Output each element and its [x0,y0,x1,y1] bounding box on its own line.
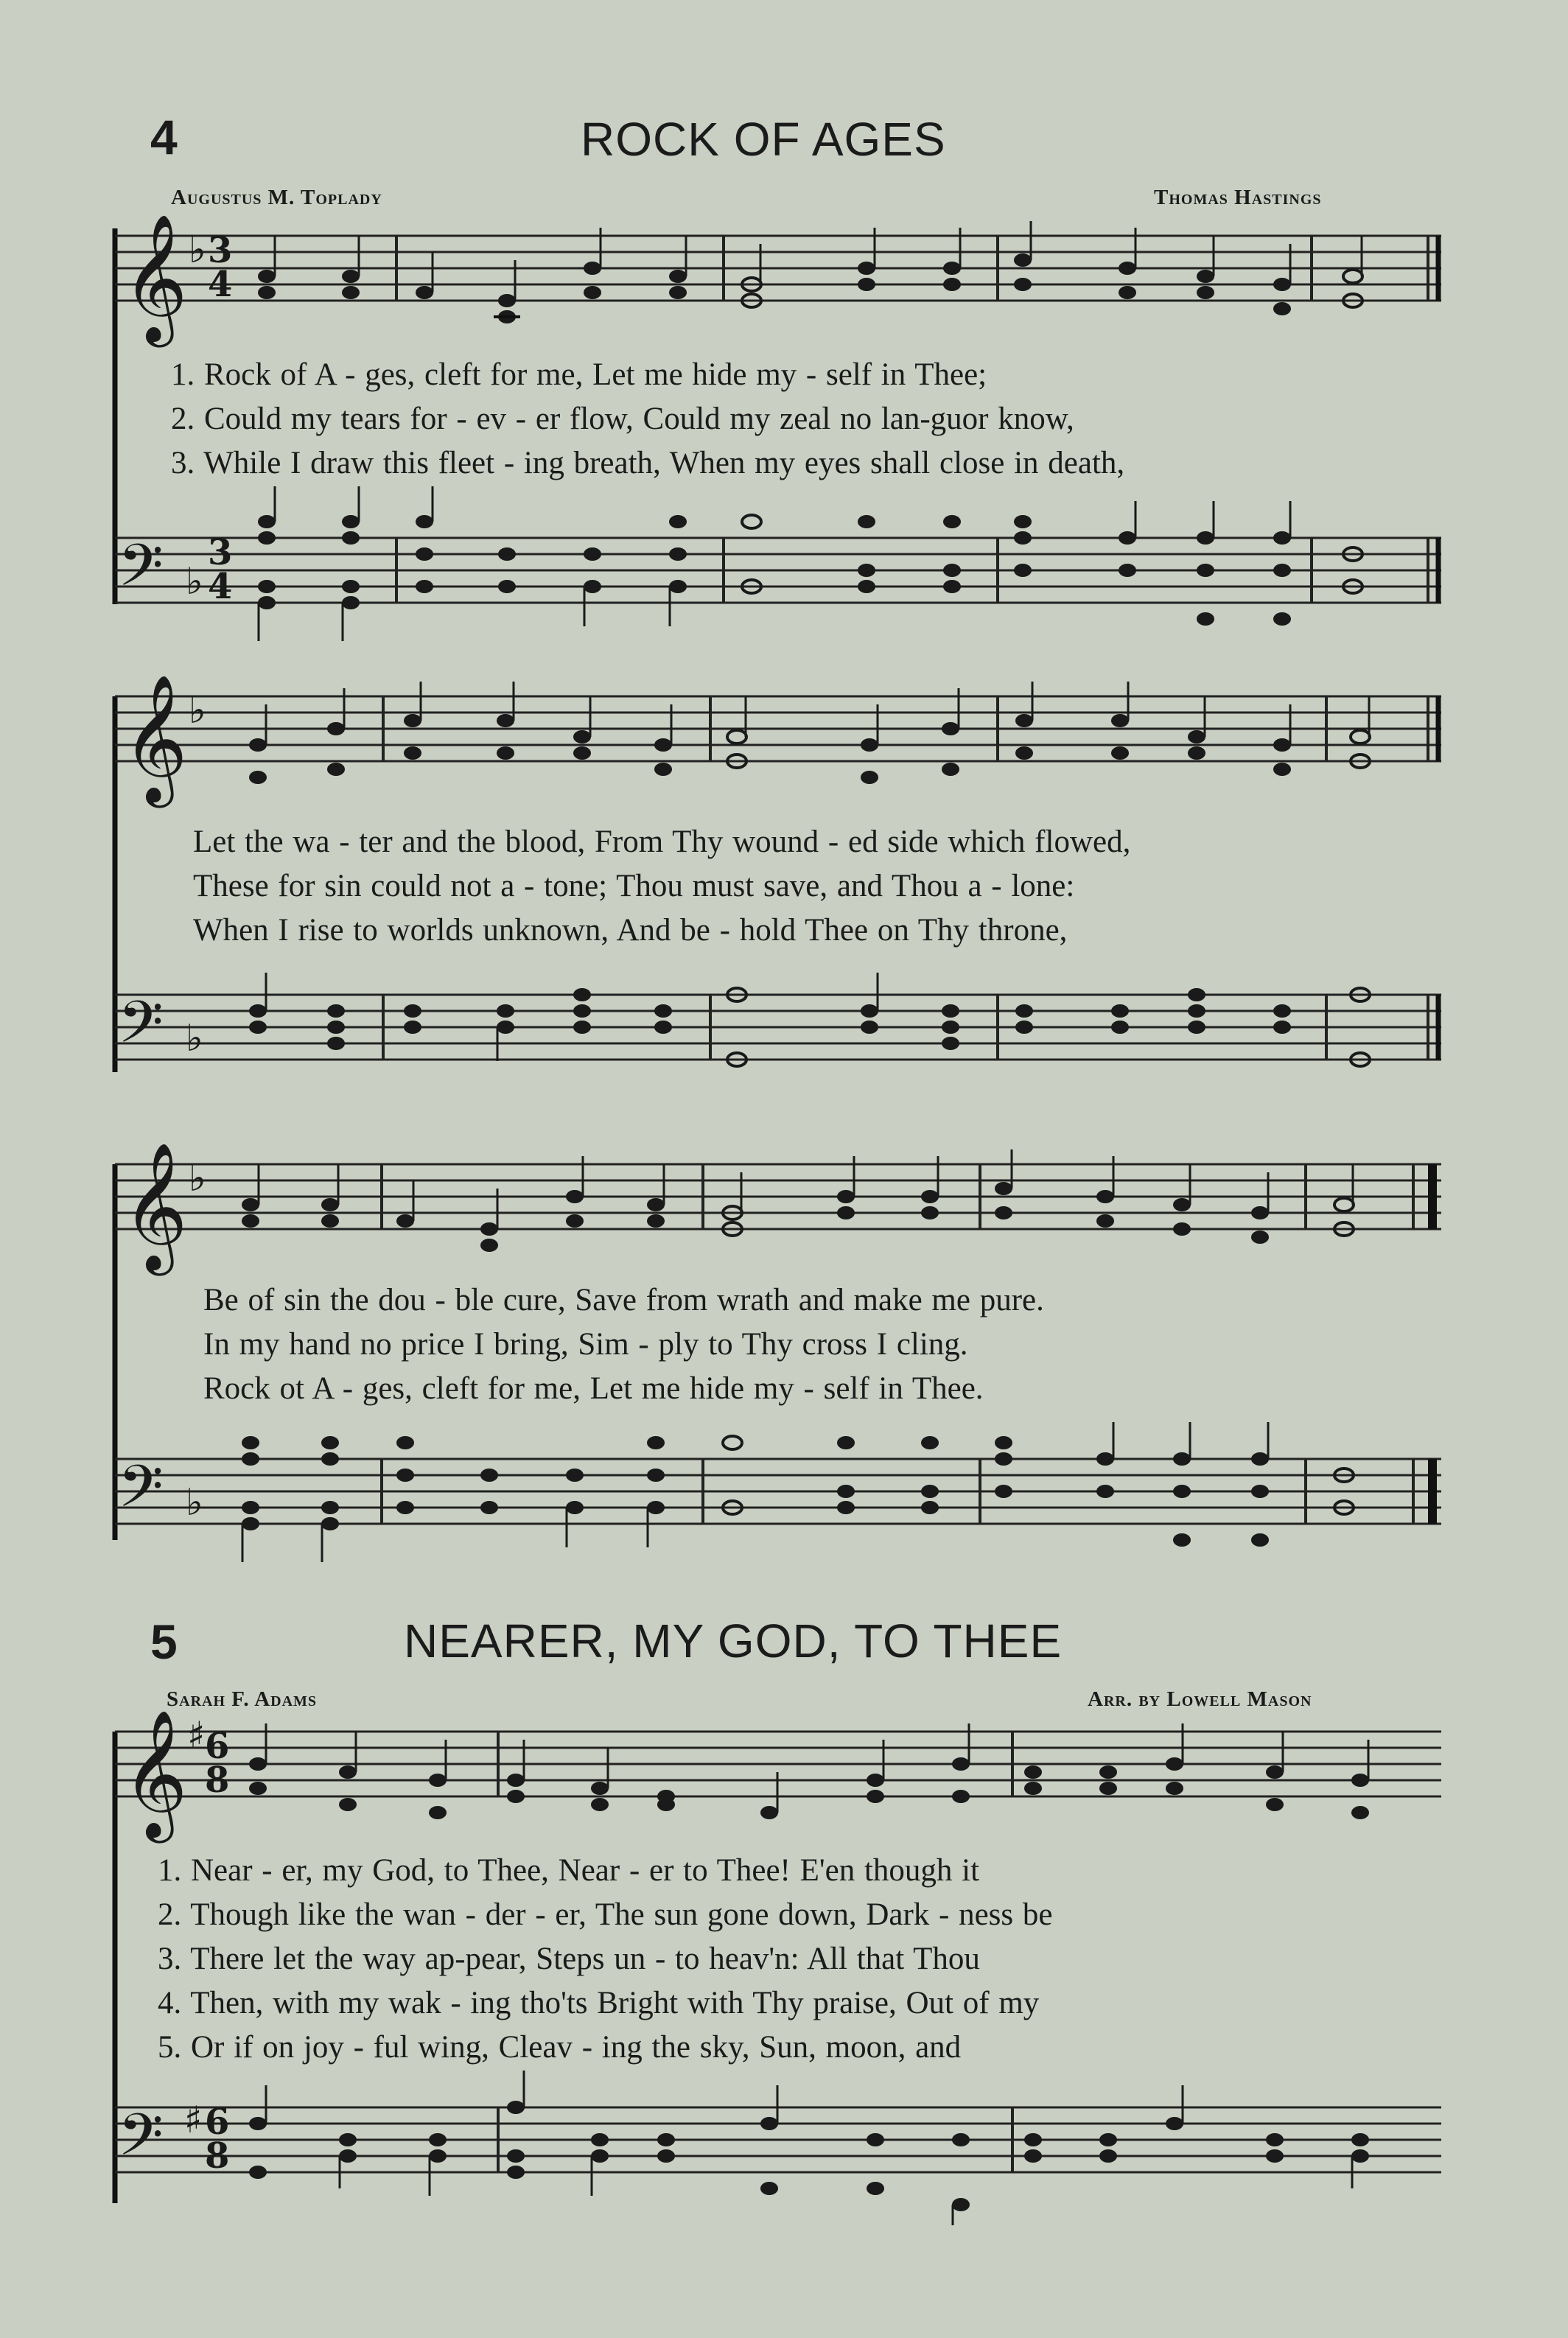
words-credit: Sarah F. Adams [167,1687,318,1711]
lyric-line: 4. Then, with my wak - ing tho'ts Bright with Thy praise, Out of my [158,1986,1040,2020]
melody-notes [249,1723,1369,1819]
treble-staff [0,1142,1568,1297]
flat-icon: ♭ [189,1156,206,1200]
lyric-line: 2. Could my tears for - ev - er flow, Could my zeal no lan-guor know, [171,402,1074,436]
flat-icon: ♭ [189,228,206,271]
treble-clef-icon: 𝄞 [122,1709,188,1838]
lyric-line: 5. Or if on joy - ful wing, Cleav - ing the sky, Sun, moon, and [158,2030,962,2065]
lyric-line: 1. Rock of A - ges, cleft for me, Let me hide my - self in Thee; [171,357,987,392]
lyric-line: These for sin could not a - tone; Thou must save, and Thou a - lone: [193,869,1075,903]
svg-text:4: 4 [208,566,233,607]
svg-text:3: 3 [208,532,233,573]
lyric-line: When I rise to worlds unknown, And be - hold Thee on Thy throne, [193,913,1068,948]
treble-staff [0,1709,1568,1864]
hymn-title: NEARER, MY GOD, TO THEE [404,1614,1063,1667]
lyric-line: Rock ot A - ges, cleft for me, Let me hide my - self in Thee. [203,1371,984,1406]
hymn-title: ROCK OF AGES [581,113,946,166]
treble-staff [0,214,1568,368]
words-credit: Augustus M. Toplady [171,186,382,209]
bass-staff [0,2078,1568,2240]
hymn-number: 5 [150,1614,178,1669]
bass-clef-icon: 𝄢 [118,531,164,614]
bass-staff [0,965,1568,1113]
svg-text:6: 6 [205,2101,230,2143]
lyric-line: 3. While I draw this fleet - ing breath, When my eyes shall close in death, [171,446,1125,480]
svg-text:4: 4 [208,264,233,305]
flat-icon: ♭ [186,1480,203,1524]
lyric-line: Be of sin the dou - ble cure, Save from wrath and make me pure. [203,1283,1044,1317]
treble-staff [0,674,1568,829]
bass-clef-icon: 𝄢 [118,1452,164,1535]
bass-clef-icon: 𝄢 [118,988,164,1071]
treble-clef-icon: 𝄞 [122,214,188,342]
bass-notes [258,486,1362,641]
svg-text:3: 3 [208,230,233,271]
flat-icon: ♭ [186,1016,203,1060]
hymn-number: 4 [150,110,178,164]
svg-text:6: 6 [205,1726,230,1767]
flat-icon: ♭ [186,559,203,603]
treble-clef-icon: 𝄞 [122,674,188,802]
lyric-line: 3. There let the way ap-pear, Steps un - to heav'n: All that Thou [158,1942,980,1976]
lyric-line: Let the wa - ter and the blood, From Thy wound - ed side which flowed, [193,825,1131,859]
svg-text:8: 8 [205,1760,230,1801]
bass-staff [0,1429,1568,1577]
sharp-icon: ♯ [187,1713,206,1757]
bass-clef-icon: 𝄢 [118,2101,164,2183]
bass-staff [0,508,1568,656]
svg-text:8: 8 [205,2135,230,2177]
bass-notes [249,2071,1369,2225]
lyric-line: 1. Near - er, my God, to Thee, Near - er to Thee! E'en though it [158,1853,980,1888]
bass-notes [249,973,1370,1066]
sharp-icon: ♯ [184,2098,203,2141]
flat-icon: ♭ [189,688,206,732]
music-credit: Thomas Hastings [1154,186,1322,209]
music-credit: Arr. by Lowell Mason [1088,1687,1312,1711]
treble-clef-icon: 𝄞 [122,1142,188,1270]
lyric-line: In my hand no price I bring, Sim - ply to Thy cross I cling. [203,1327,968,1362]
lyric-line: 2. Though like the wan - der - er, The sun gone down, Dark - ness be [158,1897,1053,1932]
